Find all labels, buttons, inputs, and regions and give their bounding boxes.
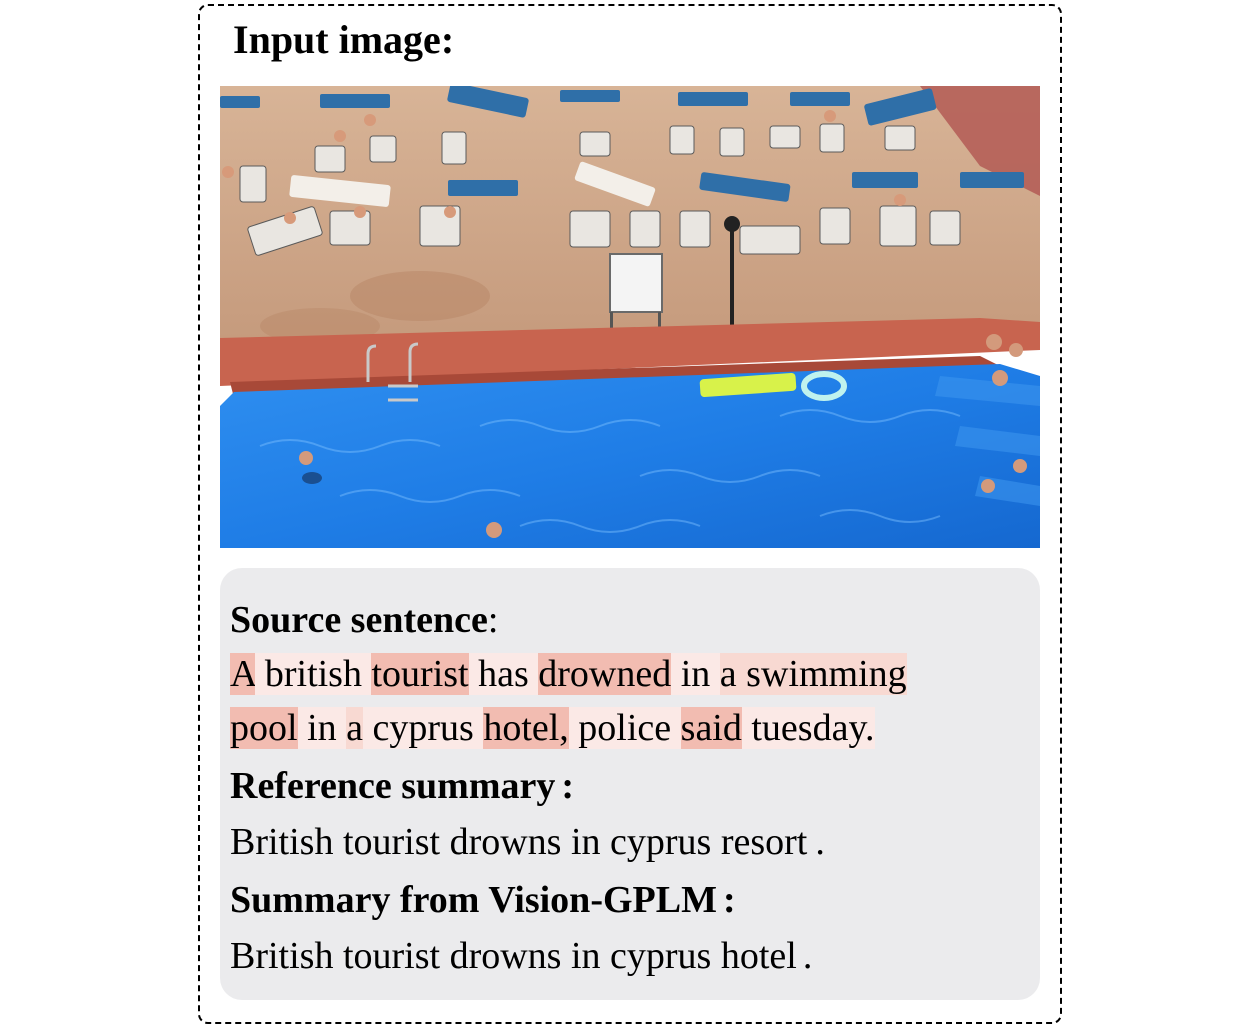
source-word-segment: pool [230,707,298,749]
vision-summary-label: Summary from Vision-GPLM [230,879,717,921]
source-word-segment: A [230,653,256,695]
source-word-segment: in [671,653,720,695]
pool-photo [220,86,1040,548]
reference-summary-period: . [815,821,825,863]
vision-summary-heading [230,876,736,924]
source-word-segment: drowned [538,653,672,695]
source-word-segment: tourist [371,653,469,695]
vision-summary-text [230,932,812,980]
input-image-title: Input image: [233,17,455,62]
vision-summary-colon: : [722,879,736,921]
source-word-segment: in [297,707,347,749]
reference-summary-colon: : [561,765,574,807]
reference-summary-sentence: British tourist drowns in cyprus resort [230,821,808,863]
source-sentence-heading [230,596,498,644]
source-word-segment: cyprus [363,707,484,749]
source-sentence-line-2 [230,704,875,752]
source-word-segment: tuesday. [741,707,875,749]
source-word-segment: police [568,707,681,749]
source-word-segment: hotel, [483,707,569,749]
source-word-segment: has [468,653,539,695]
wet-patch [350,271,490,321]
reference-summary-text [230,818,825,866]
lamp-head [724,216,740,232]
source-sentence-line-1 [230,650,907,698]
source-word-segment: a [346,707,363,749]
source-sentence-label: Source sentence [230,599,488,641]
source-sentence-colon: : [487,599,499,641]
lamp-post [730,226,734,336]
vision-summary-period: . [802,935,813,977]
pool-water [220,364,1040,548]
sign-board [610,254,662,312]
source-word-segment: british [255,653,372,695]
vision-summary-sentence: British tourist drowns in cyprus hotel [230,935,797,977]
source-word-segment: said [680,707,742,749]
reference-summary-label: Reference summary [230,765,556,807]
source-word-segment: a swimming [719,653,907,695]
reference-summary-heading [230,762,574,810]
